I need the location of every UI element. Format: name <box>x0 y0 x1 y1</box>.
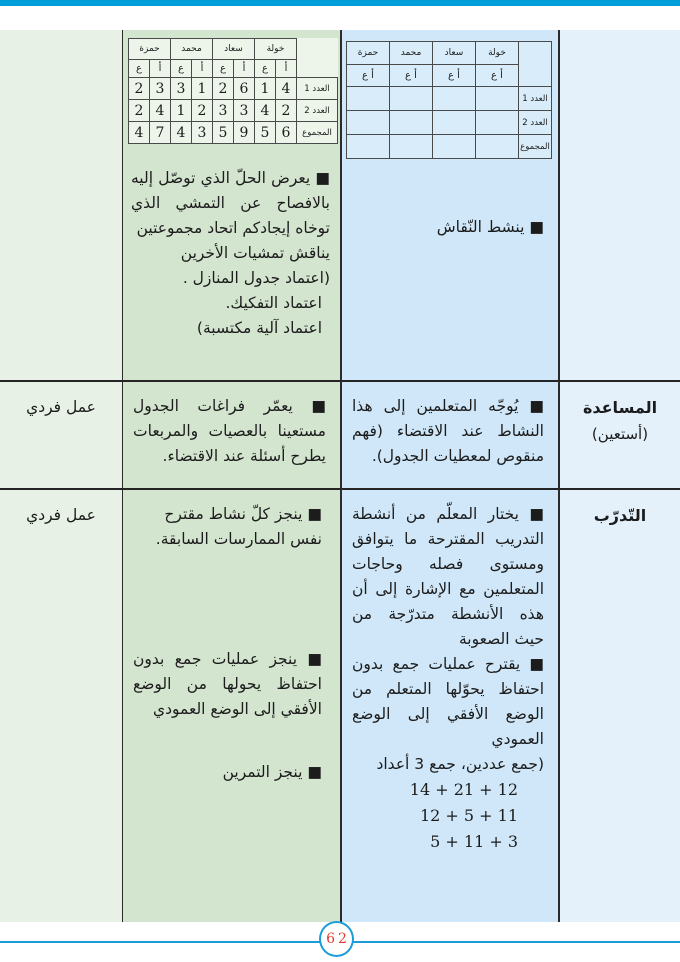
learner-cell-intro <box>122 30 340 380</box>
paragraph: (جمع عددين، جمع 3 أعداد <box>376 755 544 773</box>
paragraph: (اعتماد جدول المنازل . <box>182 269 330 287</box>
paragraph: اعتماد التفكيك. <box>225 294 322 312</box>
paragraph: ■ يعمّر فراغات الجدول مستعينا بالعصيات والمربعات يطرح أسئلة عند الاقتضاء. <box>133 397 326 465</box>
work-mode-cell-practice <box>0 488 122 922</box>
teacher-cell-intro <box>340 30 558 380</box>
work-mode-cell-help <box>0 380 122 488</box>
paragraph: ■ ينجز كلّ نشاط مقترح نفس الممارسات السابقة. <box>155 505 322 548</box>
filled-score-table: خولة سعاد محمد حمزة أ ع أ ع أ ع أ ع العدد 1 4 1 6 2 1 3 3 2 العدد 2 2 4 3 3 2 1 4 2 المجموع 6 5 9 5 3 4 7 4 <box>128 38 338 144</box>
page-number-badge <box>319 921 354 957</box>
paragraph: ■ يعرض الحلّ الذي توصّل إليه بالافصاح عن التمشي الذي توخاه إيجادكم اتحاد مجموعتين <box>131 169 330 237</box>
addition-expression: 12 + 5 + 11 <box>419 806 518 825</box>
stage-title-practice: التّدرّب <box>593 506 647 525</box>
lesson-table <box>0 30 680 922</box>
teacher-cell-help <box>340 380 558 488</box>
paragraph: اعتماد آلية مكتسبة) <box>196 319 322 337</box>
paragraph: ■ يختار المعلّم من أنشطة التدريب المقترحة ما يتوافق ومستوى فصله وحاجات المتعلمين مع الإشارة إلى أن هذه الأنشطة متدرّجة من حيث الصعوبة <box>352 505 544 648</box>
paragraph: يناقش تمشيات الأخرين <box>180 244 330 262</box>
learner-intro-text <box>123 166 340 341</box>
empty-score-table: خولة سعاد محمد حمزة أ ع أ ع أ ع أ ع العدد 1 العدد 2 المجموع <box>346 41 552 159</box>
stage-cell-empty <box>558 30 680 380</box>
paragraph: ■ يُوجّه المتعلمين إلى هذا النشاط عند الاقتضاء (فهم منقوص لمعطيات الجدول). <box>352 397 544 465</box>
work-mode-label: عمل فردي <box>26 506 96 524</box>
top-accent-bar <box>0 0 680 6</box>
addition-expression: 5 + 11 + 3 <box>430 832 518 851</box>
teacher-cell-practice <box>340 488 558 922</box>
stage-cell-practice <box>558 488 680 922</box>
work-mode-cell-empty <box>0 30 122 380</box>
learner-cell-practice <box>122 488 340 922</box>
paragraph: ■ ينجز التمرين <box>222 763 322 781</box>
page-number: 62 <box>326 931 350 947</box>
paragraph: ■ ينجز عمليات جمع بدون احتفاظ يحولها من الوضع الأفقي إلى الوضع العمودي <box>133 650 322 718</box>
stage-cell-help <box>558 380 680 488</box>
stage-title-help: المساعدة <box>582 398 658 417</box>
paragraph: ■ يقترح عمليات جمع بدون احتفاظ يحوّلها المتعلم من الوضع الأفقي إلى الوضع العمودي <box>352 655 544 748</box>
stage-subtitle-help: (أستعين) <box>591 425 649 443</box>
addition-expression: 14 + 21 + 12 <box>409 780 518 799</box>
teacher-discussion-bullet: ■ ينشط النّقاش <box>436 218 544 236</box>
work-mode-label: عمل فردي <box>26 398 96 416</box>
learner-cell-help <box>122 380 340 488</box>
